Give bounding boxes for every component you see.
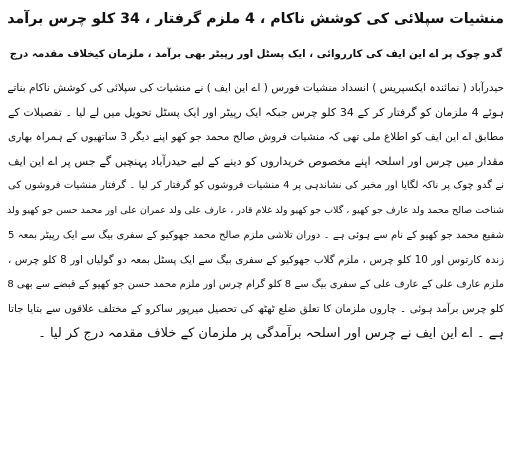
body-line: شفیع محمد جو کھیو کے نام سے ہوئی ہے ۔ دوران تلاشی ملزم صالح محمد جھوکیو کے سفری بیگ سے ایک رپیٹر بمعہ 5: [8, 229, 504, 241]
body-line: نے گدو چوک پر ناکہ لگایا اور مخبر کی نشاندہی پر 4 منشیات فروشوں کو گرفتار کر لیا ۔ گرفتار منشیات فروشوں کی: [8, 180, 504, 192]
body-line: شناخت صالح محمد ولد عارف جو کھیو ، گلاب جو کھیو ولد غلام قادر ، عارف علی ولد عمران علی اور محمد حسن جو کھیو ولد: [7, 204, 504, 216]
article-subheadline: گدو چوک پر اے این ایف کی کارروائی ، ایک پسٹل اور رپیٹر بھی برآمد ، ملزمان کیخلاف مقدمہ درج: [9, 48, 503, 60]
body-line: حیدرآباد ( نمائندہ ایکسپریس ) انسداد منشیات فورس ( اے این ایف ) نے منشیات کی سپلائی کی کوشش ناکام بناتے: [7, 82, 504, 94]
article-headline: منشیات سپلائی کی کوشش ناکام ، 4 ملزم گرفتار ، 34 کلو چرس برآمد: [7, 11, 504, 27]
body-line: ملزم عارف علی کے عارف علی کے سفری بیگ سے 8 کلو گرام چرس اور ملزم محمد حسن جو کھیو کے قبضے سے بھی 8: [7, 278, 504, 290]
body-line: ہے ۔ اے این ایف نے چرس اور اسلحہ برآمدگی پر ملزمان کے خلاف مقدمہ درج کر لیا ۔: [38, 325, 504, 341]
body-line: مطابق اے این ایف کو اطلاع ملی تھی کہ منشیات فروش صالح محمد جو کھو اپنے دیگر 3 ساتھیوں کے ہمراہ بھاری: [8, 131, 504, 144]
body-line: مقدار میں چرس اور اسلحہ اپنے مخصوص خریداروں کو دینے کے لیے حیدرآباد پہنچیں گے جس پر اے این ایف: [8, 154, 504, 168]
body-line: کلو چرس برآمد ہوئی ۔ چاروں ملزمان کا تعلق ضلع ٹھٹھ کی تحصیل میرپور ساکرو کے مختلف علاقوں سے بتایا جاتا: [8, 303, 504, 316]
body-line: ہوئے 4 ملزمان کو گرفتار کر کے 34 کلو چرس جبکہ ایک رپیٹر اور ایک پسٹل تحویل میں لے لیا ۔ تفصیلات کے: [8, 105, 504, 119]
body-line: زندہ کارتوس اور 10 کلو چرس ، ملزم گلاب جھوکیو کے سفری بیگ سے ایک پسٹل بمعہ دو گولیاں اور 8 کلو چرس ،: [8, 254, 505, 267]
article-body: [8, 76, 504, 347]
